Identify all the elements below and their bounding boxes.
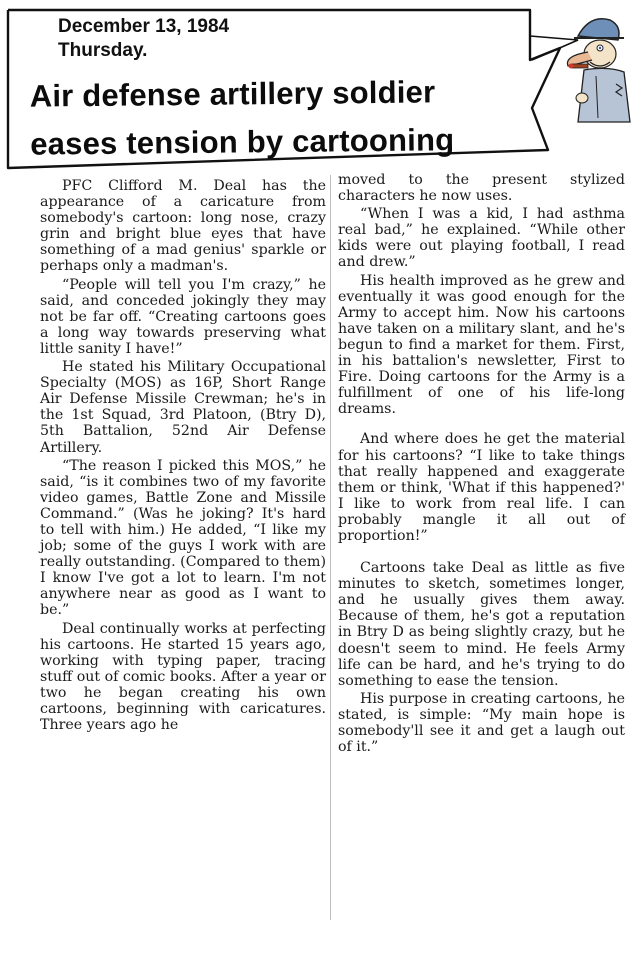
paragraph: “People will tell you I'm crazy,” he said, and conceded jokingly they may not be far off. “Creating cartoons goes a long way towards preserving what little sanity I have!” — [40, 276, 326, 357]
headline — [30, 67, 531, 168]
clipping-weekday: Thursday. — [58, 40, 148, 61]
paragraph: His purpose in creating cartoons, he stated, is simple: “My main hope is somebody'll see it and get a laugh out of it.” — [338, 690, 625, 756]
headline-line-1: Air defense artillery soldier — [29, 74, 436, 114]
paragraph: “The reason I picked this MOS,” he said, “is it combines two of my favorite video games, Battle Zone and Missile Command.” (Was he joking? It's hard to tell with him.) He added, “I like my job; some of the guys I work with are really outstanding. (Compared to them) I know I've got a lot to learn. I'm not anywhere near as good as I want to be.” — [40, 457, 326, 619]
clipping-date: December 13, 1984 — [58, 16, 230, 37]
paragraph: His health improved as he grew and eventually it was good enough for the Army to accept him. Now his cartoons have taken on a military slant, and he's begun to find a market for them. First, in his battalion's newsletter, First to Fire. Doing cartoons for the Army is a fulfillment of one of his life-long dreams. — [338, 272, 625, 418]
paragraph: Deal continually works at perfecting his cartoons. He started 15 years ago, working with typing paper, tracing stuff out of comic books. After a year or two he began creating his own cartoons, beginning with caricatures. Three years ago he — [40, 620, 326, 734]
paragraph: And where does he get the material for his cartoons? “I like to take things that really happened and exaggerate them or think, 'What if this happened?' I like to work from real life. I can probably mangle it all out of proportion!” — [338, 431, 625, 544]
paragraph: Cartoons take Deal as little as five minutes to sketch, sometimes longer, and he usually gives them away. Because of them, he's got a reputation in Btry D as being slightly crazy, but he doesn't seem to mind. He feels Army life can be hard, and he's trying to do something to ease the tension. — [338, 560, 625, 689]
paragraph: moved to the present stylized characters he now uses. — [338, 172, 625, 205]
headline-line-2: eases tension by cartooning — [30, 122, 455, 162]
paragraph: PFC Clifford M. Deal has the appearance of a caricature from somebody's cartoon: long nose, crazy grin and bright blue eyes that have something of a mad genius' sparkle or perhaps only a madman's. — [40, 178, 326, 275]
column-divider — [330, 175, 331, 920]
paragraph: “When I was a kid, I had asthma real bad,” he explained. “While other kids were out playing football, I read and drew.” — [338, 206, 625, 271]
article-column-left — [40, 178, 326, 735]
article-column-right — [338, 172, 625, 757]
paragraph: He stated his Military Occupational Specialty (MOS) as 16P, Short Range Air Defense Missile Crewman; he's in the 1st Squad, 3rd Platoon, (Btry D), 5th Battalion, 52nd Air Defense Artillery. — [40, 359, 326, 456]
cartoon-soldier-icon — [538, 6, 638, 126]
